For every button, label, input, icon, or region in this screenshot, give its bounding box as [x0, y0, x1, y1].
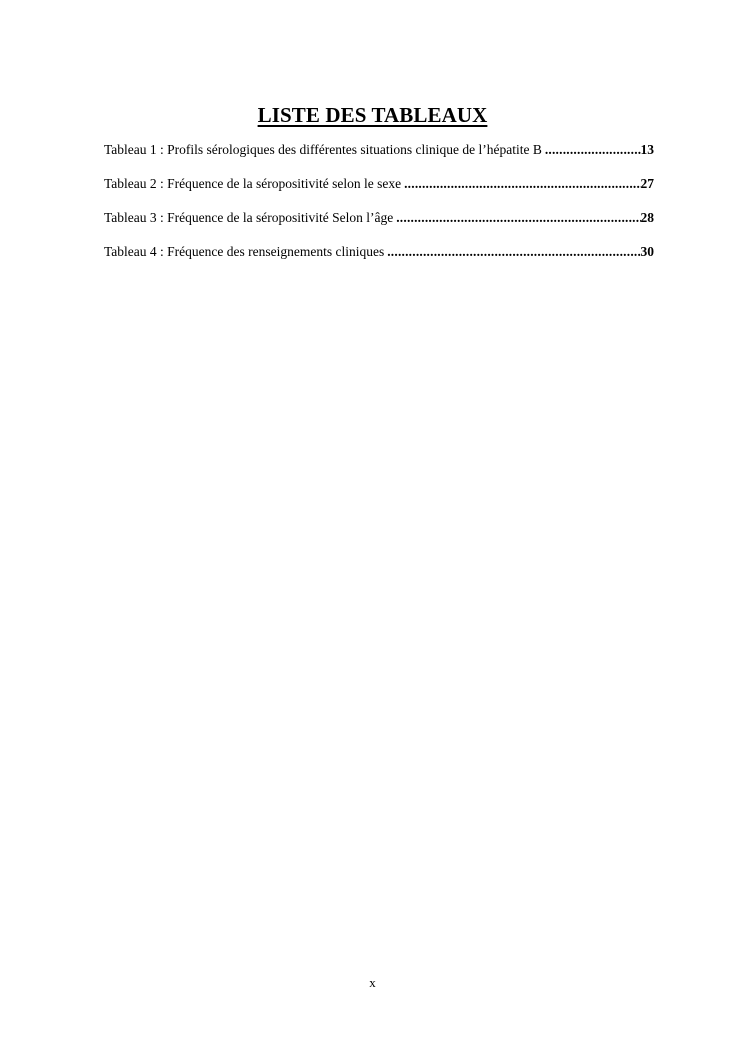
toc-entry-page: 13	[640, 142, 654, 157]
toc-entry-label: Tableau 3 : Fréquence de la séropositivité Selon l’âge	[104, 210, 394, 225]
toc-entry-tableau-1[interactable]	[104, 142, 654, 176]
toc-entry-label: Tableau 2 : Fréquence de la séropositivité selon le sexe	[104, 176, 402, 191]
toc-entry-page: 28	[640, 210, 654, 225]
toc-entry-tableau-3[interactable]	[104, 210, 654, 244]
toc-entry-page: 27	[640, 176, 654, 191]
table-list	[104, 142, 654, 278]
toc-entry-tableau-2[interactable]	[104, 176, 654, 210]
dot-leader	[545, 142, 641, 158]
dot-leader	[387, 244, 640, 260]
page-title: LISTE DES TABLEAUX	[257, 103, 488, 128]
toc-entry-label: Tableau 4 : Fréquence des renseignements cliniques	[104, 244, 385, 259]
dot-leader	[396, 210, 640, 226]
toc-entry-label: Tableau 1 : Profils sérologiques des différentes situations clinique de l’hépatite B	[104, 142, 542, 157]
page-number: x	[369, 975, 376, 990]
toc-entry-tableau-4[interactable]	[104, 244, 654, 278]
dot-leader	[404, 176, 640, 192]
toc-entry-page: 30	[640, 244, 654, 259]
